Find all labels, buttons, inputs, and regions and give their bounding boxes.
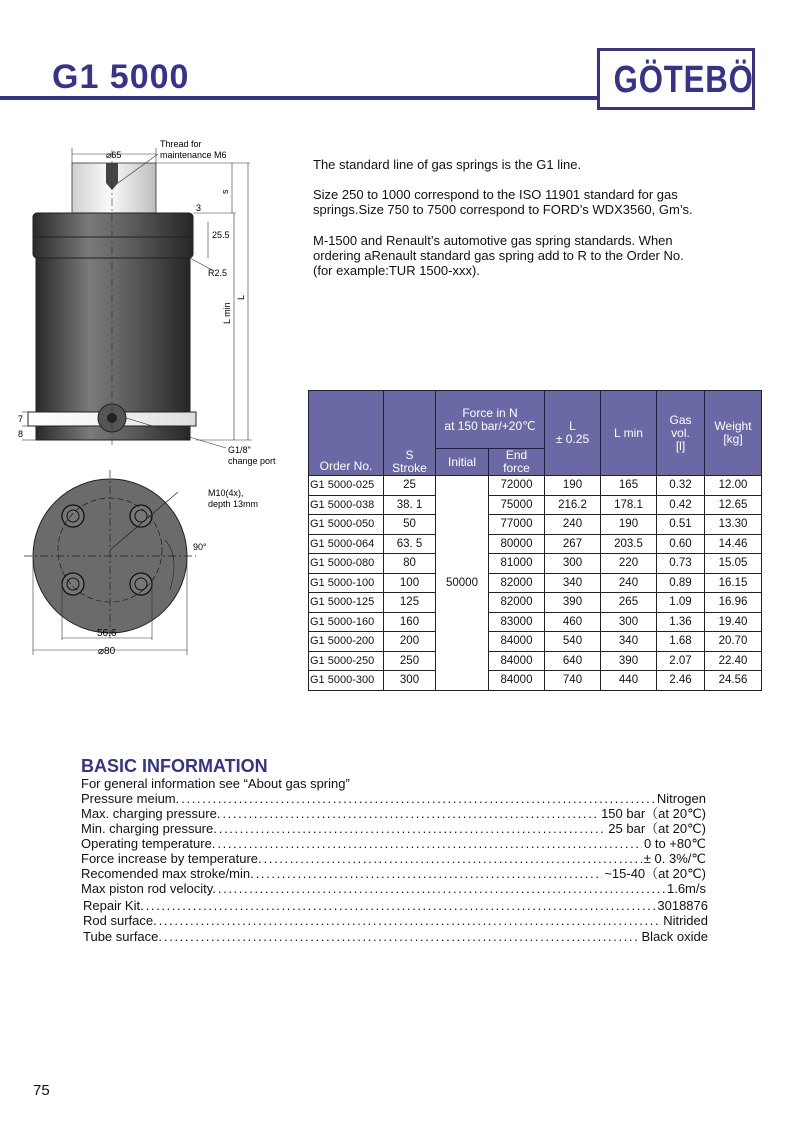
table-cell-length: 460 — [545, 612, 601, 632]
port-note-1: G1/8" — [228, 445, 251, 455]
intro-line-2: Size 250 to 1000 correspond to the ISO 11901 standard for gas — [313, 187, 678, 202]
basic-info-item — [81, 866, 706, 881]
table-cell-length: 540 — [545, 632, 601, 652]
page-number: 75 — [33, 1082, 50, 1099]
table-row — [309, 632, 762, 652]
table-cell-end-force: 82000 — [489, 573, 545, 593]
table-row — [309, 476, 762, 496]
table-cell-l-min: 220 — [601, 554, 657, 574]
basic-info-subtitle: For general information see “About gas spring” — [81, 776, 350, 791]
basic-info-item — [81, 851, 706, 866]
table-cell-end-force: 84000 — [489, 632, 545, 652]
table-cell-weight: 24.56 — [705, 671, 762, 691]
basic-info-value: 25 bar（at 20℃) — [608, 821, 706, 836]
table-row — [309, 593, 762, 613]
dot-leader — [219, 821, 606, 836]
intro-line-4: M-1500 and Renault’s automotive gas spring standards. When — [313, 233, 673, 248]
spec-table — [308, 390, 762, 691]
table-cell-gas-vol: 0.89 — [657, 573, 705, 593]
table-cell-stroke: 63. 5 — [384, 534, 436, 554]
table-cell-length: 190 — [545, 476, 601, 496]
table-cell-order-no: G1 5000-064 — [309, 534, 384, 554]
table-cell-length: 216.2 — [545, 495, 601, 515]
th-order-no: Order No. — [309, 391, 384, 476]
table-cell-l-min: 440 — [601, 671, 657, 691]
dim-s: s — [220, 189, 230, 194]
table-cell-l-min: 190 — [601, 515, 657, 535]
table-cell-l-min: 390 — [601, 651, 657, 671]
th-stroke: S Stroke — [384, 391, 436, 476]
dot-leader — [218, 881, 665, 896]
table-cell-end-force: 81000 — [489, 554, 545, 574]
dim-7: 7 — [18, 414, 24, 424]
th-l-min: L min — [601, 391, 657, 476]
table-cell-weight: 16.96 — [705, 593, 762, 613]
dim-25-5: 25.5 — [212, 230, 230, 240]
basic-info-item — [81, 881, 706, 896]
basic-info-title: BASIC INFORMATION — [81, 756, 268, 776]
table-cell-stroke: 160 — [384, 612, 436, 632]
basic-info-label: Pressure meium. — [81, 791, 180, 806]
table-cell-gas-vol: 1.36 — [657, 612, 705, 632]
basic-info-value: 150 bar（at 20℃) — [601, 806, 706, 821]
basic-info-item — [81, 836, 706, 851]
table-cell-order-no: G1 5000-025 — [309, 476, 384, 496]
table-cell-order-no: G1 5000-038 — [309, 495, 384, 515]
basic-info-value: 3018876 — [657, 898, 708, 913]
table-cell-stroke: 38. 1 — [384, 495, 436, 515]
basic-info-value: 1.6m/s — [666, 881, 706, 896]
th-gas-vol: Gas vol. [l] — [657, 391, 705, 476]
table-cell-l-min: 265 — [601, 593, 657, 613]
table-cell-order-no: G1 5000-080 — [309, 554, 384, 574]
table-cell-l-min: 178.1 — [601, 495, 657, 515]
basic-info-value: Nitrided — [663, 913, 708, 928]
basic-info-label: Recomended max stroke/min. — [81, 866, 254, 881]
table-cell-order-no: G1 5000-250 — [309, 651, 384, 671]
dim-3: 3 — [196, 203, 202, 213]
table-cell-weight: 13.30 — [705, 515, 762, 535]
table-cell-length: 740 — [545, 671, 601, 691]
table-cell-order-no: G1 5000-200 — [309, 632, 384, 652]
cylinder-body — [36, 258, 190, 412]
table-cell-end-force: 80000 — [489, 534, 545, 554]
table-cell-l-min: 240 — [601, 573, 657, 593]
dot-leader — [146, 898, 656, 913]
dot-leader — [222, 806, 599, 821]
basic-info-label: Max piston rod velocity. — [81, 881, 216, 896]
table-cell-gas-vol: 2.07 — [657, 651, 705, 671]
basic-info-label: Repair Kit. — [83, 898, 144, 913]
dot-leader — [256, 866, 603, 881]
dim-8: 8 — [18, 429, 24, 439]
table-cell-initial-force: 50000 — [436, 476, 489, 691]
table-cell-l-min: 203.5 — [601, 534, 657, 554]
table-cell-stroke: 125 — [384, 593, 436, 613]
table-cell-stroke: 200 — [384, 632, 436, 652]
basic-info-label: Max. charging pressure. — [81, 806, 221, 821]
table-cell-stroke: 100 — [384, 573, 436, 593]
thread-note-1: Thread for — [160, 139, 202, 149]
table-cell-gas-vol: 0.42 — [657, 495, 705, 515]
basic-info-value: Black oxide — [641, 929, 708, 944]
basic-info-value: Nitrogen — [656, 791, 706, 806]
table-row — [309, 651, 762, 671]
basic-info-label: Operating temperature. — [81, 836, 216, 851]
table-cell-gas-vol: 0.32 — [657, 476, 705, 496]
table-row — [309, 671, 762, 691]
table-row — [309, 554, 762, 574]
table-cell-gas-vol: 1.68 — [657, 632, 705, 652]
table-row — [309, 573, 762, 593]
table-row — [309, 534, 762, 554]
m10-note-1: M10(4x), — [208, 488, 244, 498]
thread-note-2: maintenance M6 — [160, 150, 227, 160]
table-cell-gas-vol: 0.73 — [657, 554, 705, 574]
table-cell-weight: 16.15 — [705, 573, 762, 593]
table-cell-weight: 15.05 — [705, 554, 762, 574]
table-cell-order-no: G1 5000-300 — [309, 671, 384, 691]
table-cell-order-no: G1 5000-160 — [309, 612, 384, 632]
intro-line-3: springs.Size 750 to 7500 correspond to FORD’s WDX3560, Gm’s. — [313, 202, 693, 217]
upper-collar — [33, 213, 193, 258]
table-cell-length: 240 — [545, 515, 601, 535]
basic-info-item — [83, 898, 708, 913]
intro-line-1: The standard line of gas springs is the G1 line. — [313, 157, 582, 172]
table-cell-stroke: 80 — [384, 554, 436, 574]
table-row — [309, 515, 762, 535]
basic-info-item — [81, 806, 706, 821]
table-row — [309, 495, 762, 515]
table-cell-stroke: 250 — [384, 651, 436, 671]
table-cell-gas-vol: 2.46 — [657, 671, 705, 691]
table-cell-end-force: 83000 — [489, 612, 545, 632]
dot-leader — [264, 851, 642, 866]
basic-info-value: 0 to +80℃ — [644, 836, 706, 851]
th-end-force: End force — [489, 449, 545, 476]
table-cell-gas-vol: 1.09 — [657, 593, 705, 613]
dim-56-6: 56.6 — [97, 628, 117, 639]
table-cell-gas-vol: 0.51 — [657, 515, 705, 535]
m10-note-2: depth 13mm — [208, 499, 259, 509]
dot-leader — [164, 929, 640, 944]
page-title: G1 5000 — [52, 58, 190, 96]
table-cell-end-force: 84000 — [489, 651, 545, 671]
table-cell-l-min: 300 — [601, 612, 657, 632]
table-cell-length: 390 — [545, 593, 601, 613]
table-cell-weight: 20.70 — [705, 632, 762, 652]
basic-info-item — [83, 929, 708, 944]
basic-info-label: Rod surface. — [83, 913, 157, 928]
table-cell-weight: 14.46 — [705, 534, 762, 554]
table-cell-order-no: G1 5000-125 — [309, 593, 384, 613]
dot-leader — [181, 791, 655, 806]
table-cell-stroke: 50 — [384, 515, 436, 535]
th-initial: Initial — [436, 449, 489, 476]
table-cell-weight: 22.40 — [705, 651, 762, 671]
table-cell-length: 340 — [545, 573, 601, 593]
basic-info-value: ± 0. 3%/℃ — [643, 851, 706, 866]
table-cell-stroke: 25 — [384, 476, 436, 496]
table-cell-weight: 19.40 — [705, 612, 762, 632]
table-cell-end-force: 75000 — [489, 495, 545, 515]
table-cell-length: 300 — [545, 554, 601, 574]
dot-leader — [159, 913, 662, 928]
table-cell-end-force: 77000 — [489, 515, 545, 535]
basic-info-value: ~15-40（at 20℃) — [604, 866, 706, 881]
dim-r2-5: R2.5 — [208, 268, 228, 278]
intro-line-6: (for example:TUR 1500-xxx). — [313, 263, 480, 278]
table-cell-end-force: 72000 — [489, 476, 545, 496]
basic-info-item — [81, 791, 706, 806]
dim-diameter-top: ⌀65 — [106, 150, 122, 160]
port-note-2: change port — [228, 456, 276, 466]
table-header-row — [309, 391, 762, 449]
brand-logo-text: GÖTEBÖ — [613, 59, 754, 101]
table-cell-l-min: 165 — [601, 476, 657, 496]
dot-leader — [217, 836, 642, 851]
table-cell-order-no: G1 5000-100 — [309, 573, 384, 593]
intro-line-5: ordering aRenault standard gas spring add to R to the Order No. — [313, 248, 684, 263]
dim-80: ⌀80 — [98, 646, 116, 657]
basic-info-label: Force increase by temperature. — [81, 851, 262, 866]
table-cell-end-force: 82000 — [489, 593, 545, 613]
table-cell-weight: 12.65 — [705, 495, 762, 515]
table-cell-weight: 12.00 — [705, 476, 762, 496]
table-cell-length: 640 — [545, 651, 601, 671]
table-cell-stroke: 300 — [384, 671, 436, 691]
table-cell-length: 267 — [545, 534, 601, 554]
basic-info-item — [81, 821, 706, 836]
table-cell-l-min: 340 — [601, 632, 657, 652]
dim-l-min: L min — [222, 302, 232, 324]
table-cell-order-no: G1 5000-050 — [309, 515, 384, 535]
basic-info-item — [83, 913, 708, 928]
th-force: Force in N at 150 bar/+20℃ — [436, 391, 545, 449]
basic-info-label: Min. charging pressure. — [81, 821, 217, 836]
table-cell-gas-vol: 0.60 — [657, 534, 705, 554]
table-row — [309, 612, 762, 632]
angle-label: 90° — [193, 542, 207, 552]
th-weight: Weight [kg] — [705, 391, 762, 476]
basic-info-label: Tube surface. — [83, 929, 163, 944]
table-cell-end-force: 84000 — [489, 671, 545, 691]
dim-l: L — [236, 294, 246, 300]
th-length: L ± 0.25 — [545, 391, 601, 476]
